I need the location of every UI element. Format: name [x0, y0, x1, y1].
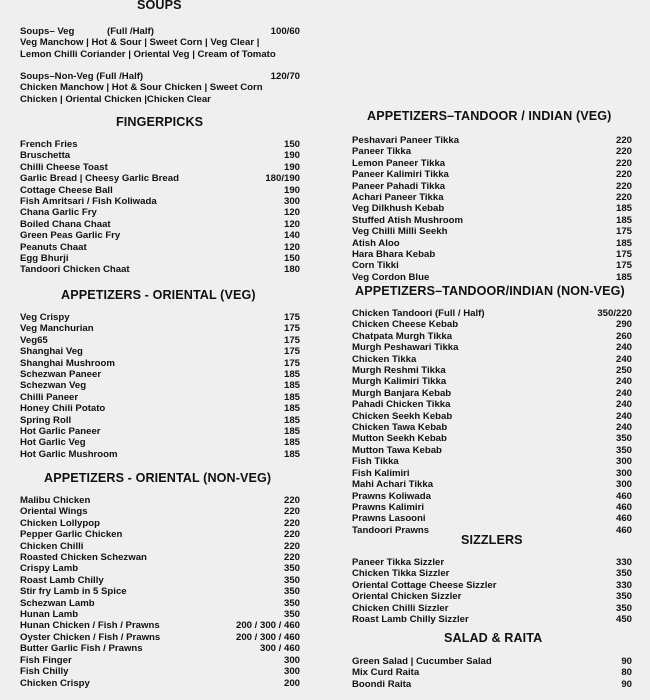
menu-item — [20, 518, 300, 529]
menu-item-name: Peshavari Paneer Tikka — [352, 135, 460, 146]
menu-item-price: 185 — [615, 214, 632, 226]
soups-veg-line: Veg Manchow | Hot & Sour | Sweet Corn | Veg Clear | — [20, 37, 260, 49]
menu-item-price: 350 — [615, 444, 632, 456]
sizzlers-heading: SIZZLERS — [461, 533, 523, 547]
menu-item — [20, 552, 300, 563]
menu-item — [352, 249, 632, 260]
menu-item-name: Paneer Kalimiri Tikka — [352, 169, 449, 181]
menu-item-name: Crispy Lamb — [20, 563, 79, 575]
menu-item-price: 200 / 300 / 460 — [235, 631, 300, 643]
menu-item — [352, 319, 632, 330]
menu-item-name: Oriental Cottage Cheese Sizzler — [352, 579, 497, 591]
menu-item-price: 350 — [283, 574, 300, 586]
menu-item — [20, 358, 300, 369]
menu-item — [20, 598, 300, 609]
menu-item-price: 180 — [283, 264, 300, 276]
menu-item — [352, 422, 632, 433]
menu-item-name: Chilli Cheese Toast — [20, 161, 108, 173]
menu-item-price: 220 — [615, 146, 632, 158]
soups-nonveg-line: Chicken | Oriental Chicken |Chicken Clear — [20, 93, 211, 105]
menu-item-name: Corn Tikki — [352, 260, 399, 272]
menu-item-name: Fish Kalimiri — [352, 467, 410, 479]
menu-item-price: 240 — [615, 399, 632, 411]
menu-item-name: Peanuts Chaat — [20, 241, 87, 253]
menu-item-price: 350 — [283, 609, 300, 621]
menu-item — [20, 506, 300, 517]
menu-item-name: Veg Chilli Milli Seekh — [352, 226, 448, 238]
menu-item-price: 190 — [283, 184, 300, 196]
menu-item-price: 175 — [615, 260, 632, 272]
menu-item-price: 150 — [283, 253, 300, 265]
menu-item-price: 120 — [283, 218, 300, 230]
menu-item — [352, 331, 632, 342]
menu-item-name: Pepper Garlic Chicken — [20, 529, 123, 541]
menu-item-name: Fish Tikka — [352, 456, 399, 468]
soups-heading: SOUPS — [137, 0, 182, 12]
tandoor-nonveg-heading: APPETIZERS–TANDOOR/INDIAN (NON-VEG) — [355, 284, 625, 298]
menu-item-name: Spring Roll — [20, 414, 72, 426]
menu-item — [20, 541, 300, 552]
menu-item — [20, 196, 300, 207]
menu-item-price: 175 — [283, 312, 300, 323]
menu-item-price: 300 — [283, 196, 300, 208]
menu-item — [20, 529, 300, 540]
menu-item-name: Chicken Tawa Kebab — [352, 422, 448, 434]
oriental-nonveg-list — [20, 495, 300, 689]
menu-item-price: 90 — [621, 678, 632, 690]
menu-item-price: 185 — [615, 237, 632, 249]
menu-item-name: Schezwan Veg — [20, 380, 87, 392]
menu-item-price: 185 — [283, 426, 300, 438]
menu-item — [352, 399, 632, 410]
menu-item — [352, 181, 632, 192]
menu-item-name: Fish Chilly — [20, 666, 69, 678]
menu-item — [20, 643, 300, 654]
menu-item — [20, 219, 300, 230]
menu-item-name: Tandoori Chicken Chaat — [20, 264, 130, 276]
menu-item-name: Mix Curd Raita — [352, 667, 420, 679]
menu-item — [352, 376, 632, 387]
menu-item — [20, 632, 300, 643]
menu-item-price: 460 — [615, 513, 632, 525]
menu-item-name: Murgh Reshmi Tikka — [352, 365, 446, 377]
menu-item — [20, 242, 300, 253]
menu-item — [20, 563, 300, 574]
menu-item-price: 175 — [283, 357, 300, 369]
menu-item — [352, 580, 632, 591]
menu-item-name: Honey Chili Potato — [20, 403, 106, 415]
menu-item-price: 240 — [615, 376, 632, 388]
soups-veg-price: 100/60 — [270, 26, 300, 37]
menu-item — [352, 354, 632, 365]
menu-item-price: 450 — [615, 614, 632, 626]
menu-item-name: Hot Garlic Mushroom — [20, 448, 118, 460]
menu-item-price: 185 — [615, 271, 632, 283]
menu-item-price: 220 — [283, 517, 300, 529]
soups-nonveg-title: Soups–Non-Veg (Full /Half) — [20, 71, 144, 82]
menu-item-price: 140 — [283, 230, 300, 242]
menu-item-name: Stir fry Lamb in 5 Spice — [20, 586, 127, 598]
sizzlers-list — [352, 557, 632, 625]
menu-item-name: Boondi Raita — [352, 678, 412, 690]
menu-item-name: Fish Finger — [20, 654, 72, 666]
menu-item-name: Prawns Koliwada — [352, 490, 431, 502]
menu-item — [20, 586, 300, 597]
menu-item-price: 190 — [283, 150, 300, 162]
menu-item-name: Murgh Peshawari Tikka — [352, 342, 459, 354]
menu-item-name: Hunan Lamb — [20, 609, 79, 621]
menu-item-price: 260 — [615, 330, 632, 342]
menu-item-name: Chatpata Murgh Tikka — [352, 330, 453, 342]
menu-item — [352, 146, 632, 157]
menu-item-name: Chicken Chilli — [20, 540, 84, 552]
menu-item-price: 120 — [283, 207, 300, 219]
menu-item — [352, 456, 632, 467]
menu-item-price: 185 — [615, 203, 632, 215]
menu-item-price: 90 — [621, 656, 632, 667]
menu-item-price: 175 — [283, 334, 300, 346]
menu-item-price: 185 — [283, 414, 300, 426]
menu-item-name: Pahadi Chicken Tikka — [352, 399, 451, 411]
menu-item-price: 200 — [283, 677, 300, 689]
tandoor-veg-list — [352, 135, 632, 283]
menu-item — [20, 620, 300, 631]
salad-raita-list — [352, 656, 632, 690]
menu-item-price: 185 — [283, 391, 300, 403]
menu-item-name: Shanghai Mushroom — [20, 357, 115, 369]
menu-item-name: Prawns Kalimiri — [352, 501, 424, 513]
menu-item-name: Hot Garlic Paneer — [20, 426, 101, 438]
menu-item — [352, 215, 632, 226]
menu-item — [352, 411, 632, 422]
menu-item-price: 460 — [615, 501, 632, 513]
menu-item — [20, 207, 300, 218]
menu-item — [352, 479, 632, 490]
menu-item-price: 350 — [283, 563, 300, 575]
menu-item-price: 150 — [283, 139, 300, 150]
menu-item-name: Chicken Cheese Kebab — [352, 319, 459, 331]
menu-item — [20, 162, 300, 173]
menu-item — [352, 468, 632, 479]
menu-item-name: Prawns Lasooni — [352, 513, 426, 525]
menu-item-name: Garlic Bread | Cheesy Garlic Bread — [20, 173, 179, 185]
menu-item — [352, 192, 632, 203]
menu-item — [20, 369, 300, 380]
menu-item-price: 350 — [283, 597, 300, 609]
menu-item-price: 220 — [615, 135, 632, 146]
soups-nonveg-price: 120/70 — [270, 71, 300, 82]
menu-item-price: 175 — [615, 226, 632, 238]
menu-item-name: Schezwan Paneer — [20, 369, 102, 381]
menu-item-price: 185 — [283, 380, 300, 392]
menu-item — [20, 666, 300, 677]
menu-item-price: 330 — [615, 557, 632, 568]
menu-item-name: Oyster Chicken / Fish / Prawns — [20, 631, 161, 643]
menu-item-price: 350 — [615, 568, 632, 580]
menu-item — [352, 135, 632, 146]
menu-item — [352, 568, 632, 579]
menu-item-name: Veg Manchurian — [20, 323, 94, 335]
menu-item-price: 240 — [615, 353, 632, 365]
menu-item-name: Chicken Lollypop — [20, 517, 100, 529]
menu-item — [352, 513, 632, 524]
salad-raita-heading: SALAD & RAITA — [444, 631, 543, 645]
menu-item-name: Mutton Seekh Kebab — [352, 433, 447, 445]
menu-item-name: Atish Aloo — [352, 237, 400, 249]
menu-item — [352, 679, 632, 690]
menu-item-price: 350 — [615, 602, 632, 614]
menu-item-price: 200 / 300 / 460 — [235, 620, 300, 632]
menu-item — [352, 667, 632, 678]
menu-item-name: Green Salad | Cucumber Salad — [352, 656, 492, 667]
menu-item-name: Roast Lamb Chilly Sizzler — [352, 614, 469, 626]
menu-item-price: 240 — [615, 387, 632, 399]
menu-item-name: Hot Garlic Veg — [20, 437, 86, 449]
menu-item-name: Butter Garlic Fish / Prawns — [20, 643, 143, 655]
menu-item-name: Paneer Pahadi Tikka — [352, 180, 446, 192]
menu-item-name: Malibu Chicken — [20, 495, 91, 506]
menu-item-name: Chicken Chilli Sizzler — [352, 602, 449, 614]
menu-item-name: Stuffed Atish Mushroom — [352, 214, 464, 226]
oriental-nonveg-heading: APPETIZERS - ORIENTAL (NON-VEG) — [44, 471, 272, 485]
menu-item — [352, 169, 632, 180]
menu-item-price: 240 — [615, 422, 632, 434]
menu-item-name: Tandoori Prawns — [352, 524, 430, 536]
menu-item-price: 300 — [283, 666, 300, 678]
menu-item — [20, 495, 300, 506]
menu-item — [352, 614, 632, 625]
menu-item-name: Veg65 — [20, 334, 48, 346]
menu-item-name: Paneer Tikka Sizzler — [352, 557, 445, 568]
menu-item-price: 330 — [615, 579, 632, 591]
menu-item-price: 220 — [615, 180, 632, 192]
menu-item-name: Murgh Kalimiri Tikka — [352, 376, 447, 388]
soups-nonveg-line: Chicken Manchow | Hot & Sour Chicken | Sweet Corn — [20, 82, 263, 94]
menu-item-name: Schezwan Lamb — [20, 597, 95, 609]
menu-item — [352, 226, 632, 237]
menu-item-name: Hara Bhara Kebab — [352, 249, 436, 261]
menu-item — [20, 678, 300, 689]
menu-item-price: 220 — [283, 529, 300, 541]
menu-item — [352, 260, 632, 271]
menu-item-name: Egg Bhurji — [20, 253, 69, 265]
menu-item — [20, 346, 300, 357]
menu-item-name: Roast Lamb Chilly — [20, 574, 104, 586]
menu-item-price: 350/220 — [597, 308, 632, 319]
menu-item — [352, 656, 632, 667]
menu-item — [20, 323, 300, 334]
menu-item — [20, 426, 300, 437]
menu-item-name: Mahi Achari Tikka — [352, 479, 434, 491]
soups-nonveg — [20, 71, 300, 105]
menu-item-name: Cottage Cheese Ball — [20, 184, 113, 196]
menu-item — [352, 557, 632, 568]
menu-item-price: 190 — [283, 161, 300, 173]
menu-item-price: 300 — [283, 654, 300, 666]
menu-item — [20, 185, 300, 196]
menu-item-price: 300 — [615, 479, 632, 491]
menu-item — [20, 403, 300, 414]
menu-item — [20, 264, 300, 275]
menu-item-name: Oriental Wings — [20, 506, 88, 518]
menu-item — [352, 238, 632, 249]
menu-item-price: 220 — [615, 169, 632, 181]
menu-item-name: Shanghai Veg — [20, 346, 83, 358]
menu-item-price: 175 — [283, 323, 300, 335]
menu-item-name: Lemon Paneer Tikka — [352, 157, 446, 169]
menu-item — [352, 445, 632, 456]
menu-item-name: Bruschetta — [20, 150, 71, 162]
menu-item — [20, 253, 300, 264]
soups-veg — [20, 26, 300, 60]
menu-item — [352, 491, 632, 502]
menu-item-name: Fish Amritsari / Fish Koliwada — [20, 196, 157, 208]
menu-item-name: Veg Crispy — [20, 312, 70, 323]
menu-item-price: 350 — [615, 591, 632, 603]
menu-item — [20, 437, 300, 448]
menu-item-name: Veg Dilkhush Kebab — [352, 203, 445, 215]
menu-item-price: 185 — [283, 403, 300, 415]
menu-item-price: 220 — [615, 157, 632, 169]
fingerpicks-list — [20, 139, 300, 276]
menu-item-name: Murgh Banjara Kebab — [352, 387, 452, 399]
menu-item-name: Green Peas Garlic Fry — [20, 230, 121, 242]
menu-item — [352, 433, 632, 444]
menu-item — [352, 365, 632, 376]
menu-item-price: 240 — [615, 410, 632, 422]
menu-item-price: 460 — [615, 524, 632, 536]
menu-item-price: 240 — [615, 342, 632, 354]
tandoor-nonveg-list — [352, 308, 632, 536]
menu-item — [20, 173, 300, 184]
menu-item — [20, 230, 300, 241]
menu-item — [352, 388, 632, 399]
menu-item-price: 220 — [283, 540, 300, 552]
menu-item-price: 350 — [283, 586, 300, 598]
tandoor-veg-heading: APPETIZERS–TANDOOR / INDIAN (VEG) — [367, 109, 612, 123]
menu-item-price: 300 / 460 — [259, 643, 300, 655]
menu-item-price: 300 — [615, 456, 632, 468]
menu-item-name: Mutton Tawa Kebab — [352, 444, 442, 456]
menu-item-price: 175 — [283, 346, 300, 358]
menu-item-price: 220 — [615, 192, 632, 204]
menu-item — [20, 609, 300, 620]
menu-item — [20, 139, 300, 150]
menu-item — [20, 150, 300, 161]
menu-item-price: 175 — [615, 249, 632, 261]
menu-item-price: 185 — [283, 369, 300, 381]
menu-item — [352, 591, 632, 602]
menu-item-name: Chicken Tikka — [352, 353, 417, 365]
menu-item-price: 80 — [621, 667, 632, 679]
menu-item — [352, 308, 632, 319]
menu-item — [20, 449, 300, 460]
menu-item-price: 180/190 — [265, 173, 300, 185]
menu-item-name: Chicken Seekh Kebab — [352, 410, 453, 422]
menu-item-name: French Fries — [20, 139, 78, 150]
menu-item-price: 290 — [615, 319, 632, 331]
menu-item — [20, 312, 300, 323]
menu-item-name: Boiled Chana Chaat — [20, 218, 111, 230]
fingerpicks-heading: FINGERPICKS — [116, 115, 204, 129]
menu-item-price: 250 — [615, 365, 632, 377]
menu-item-name: Oriental Chicken Sizzler — [352, 591, 462, 603]
menu-item-price: 185 — [283, 448, 300, 460]
menu-item-price: 350 — [615, 433, 632, 445]
menu-item-name: Chicken Tikka Sizzler — [352, 568, 450, 580]
menu-item-name: Chilli Paneer — [20, 391, 79, 403]
menu-item-price: 185 — [283, 437, 300, 449]
menu-item — [352, 272, 632, 283]
soups-veg-title: Soups– Veg — [20, 26, 75, 37]
menu-item-name: Chicken Crispy — [20, 677, 90, 689]
menu-item — [20, 392, 300, 403]
soups-veg-size: (Full /Half) — [107, 26, 154, 37]
menu-item-name: Veg Cordon Blue — [352, 271, 430, 283]
menu-item-name: Chana Garlic Fry — [20, 207, 97, 219]
menu-item-price: 220 — [283, 495, 300, 506]
menu-item-name: Achari Paneer Tikka — [352, 192, 444, 204]
menu-item-name: Hunan Chicken / Fish / Prawns — [20, 620, 160, 632]
menu-item — [20, 575, 300, 586]
menu-item — [20, 380, 300, 391]
menu-item — [352, 603, 632, 614]
menu-item-price: 300 — [615, 467, 632, 479]
menu-item-price: 220 — [283, 506, 300, 518]
menu-item-price: 460 — [615, 490, 632, 502]
menu-item-price: 120 — [283, 241, 300, 253]
soups-veg-line: Lemon Chilli Coriander | Oriental Veg | Cream of Tomato — [20, 48, 276, 60]
menu-item-name: Paneer Tikka — [352, 146, 412, 158]
menu-item — [20, 335, 300, 346]
menu-item-price: 220 — [283, 552, 300, 564]
menu-item — [20, 415, 300, 426]
oriental-veg-list — [20, 312, 300, 460]
menu-item — [352, 502, 632, 513]
menu-item — [352, 158, 632, 169]
menu-item — [20, 655, 300, 666]
menu-item-name: Chicken Tandoori (Full / Half) — [352, 308, 485, 319]
menu-item — [352, 203, 632, 214]
oriental-veg-heading: APPETIZERS - ORIENTAL (VEG) — [61, 288, 256, 302]
menu-item — [352, 342, 632, 353]
menu-item-name: Roasted Chicken Schezwan — [20, 552, 147, 564]
